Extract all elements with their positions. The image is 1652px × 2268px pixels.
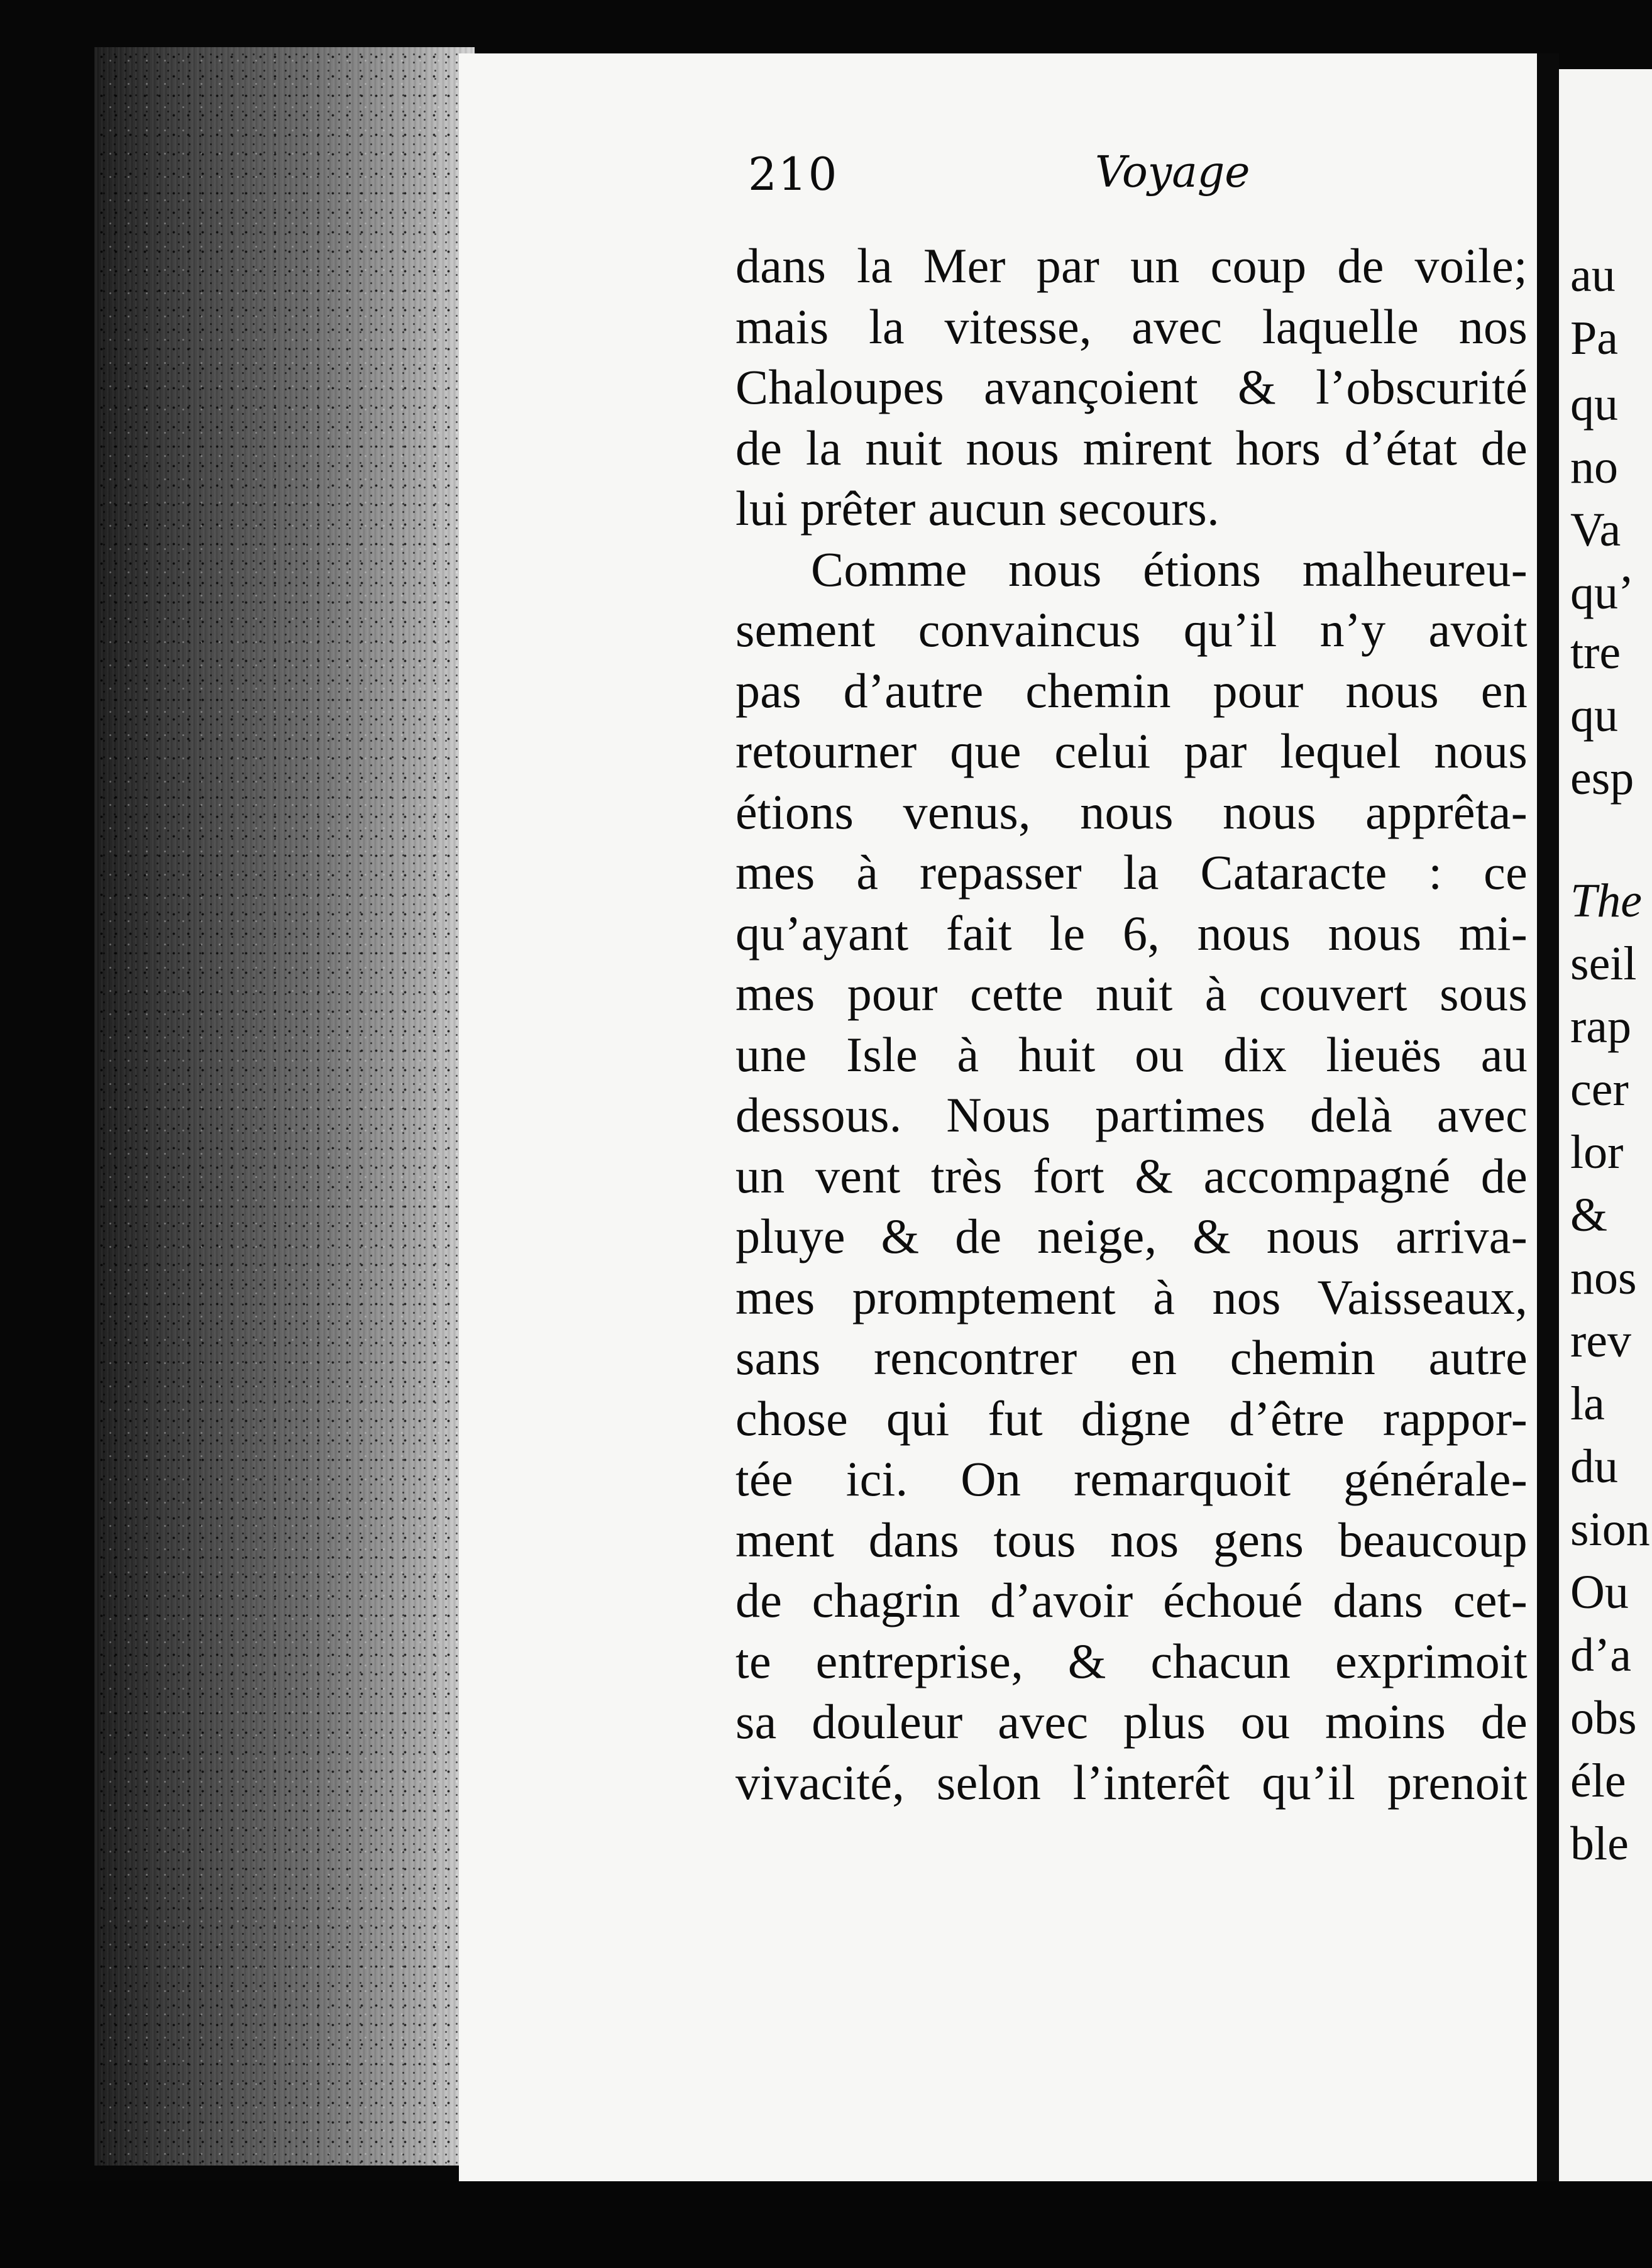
page-header <box>748 148 1402 223</box>
text-line: retourner que celui par lequel nous <box>735 724 1528 778</box>
facing-line: obs <box>1570 1692 1637 1744</box>
facing-line: d’a <box>1570 1629 1632 1682</box>
bottom-shadow <box>0 2181 1652 2268</box>
page-210 <box>459 53 1539 2191</box>
text-line: vivacité, selon l’interêt qu’il prenoit <box>735 1754 1528 1810</box>
facing-line: & <box>1570 1189 1608 1241</box>
facing-line: qu <box>1570 689 1618 742</box>
text-line: dans la Mer par un coup de voile; <box>735 238 1528 293</box>
facing-line: esp <box>1570 752 1634 805</box>
text-line: dessous. Nous partimes delà avec <box>735 1087 1528 1142</box>
text-line: Chaloupes avançoient & l’obscurité <box>735 360 1528 414</box>
facing-line: Pa <box>1570 312 1618 365</box>
facing-line: rap <box>1570 1000 1632 1053</box>
text-line: mais la vitesse, avec laquelle nos <box>735 299 1528 354</box>
text-line: lui prêter aucun secours. <box>735 481 1220 536</box>
facing-line: cer <box>1570 1063 1629 1116</box>
facing-line: Va <box>1570 504 1621 556</box>
text-line: de la nuit nous mirent hors d’état de <box>735 420 1528 475</box>
facing-line: éle <box>1570 1754 1626 1807</box>
text-line: ment dans tous nos gens beaucoup <box>735 1512 1528 1567</box>
page-edge-speckle <box>94 47 475 2166</box>
text-line: qu’ayant fait le 6, nous nous mi- <box>735 905 1528 961</box>
text-line: mes promptement à nos Vaisseaux, <box>735 1269 1528 1324</box>
facing-line: au <box>1570 249 1616 302</box>
text-line: te entreprise, & chacun exprimoit <box>735 1633 1528 1688</box>
facing-line: no <box>1570 441 1618 493</box>
facing-line: seil <box>1570 937 1637 990</box>
facing-line: la <box>1570 1377 1605 1430</box>
text-line: Comme nous étions malheureu- <box>811 541 1528 597</box>
facing-page-fragment <box>1559 69 1652 2194</box>
facing-line: nos <box>1570 1252 1637 1304</box>
text-line: de chagrin d’avoir échoué dans cet- <box>735 1573 1528 1627</box>
text-line: mes pour cette nuit à couvert sous <box>735 966 1528 1021</box>
running-title: Voyage <box>1095 148 1250 197</box>
facing-line: tre <box>1570 626 1621 679</box>
text-line: sement convaincus qu’il n’y avoit <box>735 602 1528 657</box>
text-line: chose qui fut digne d’être rappor- <box>735 1390 1528 1446</box>
facing-line: Ou <box>1570 1566 1629 1619</box>
facing-line: lor <box>1570 1126 1624 1179</box>
facing-line: qu <box>1570 378 1618 431</box>
facing-line: The <box>1570 874 1642 927</box>
facing-line: du <box>1570 1440 1618 1493</box>
facing-line: ble <box>1570 1817 1629 1870</box>
text-line: sa douleur avec plus ou moins de <box>735 1694 1528 1749</box>
text-line: un vent très fort & accompagné de <box>735 1148 1528 1203</box>
text-line: sans rencontrer en chemin autre <box>735 1330 1528 1385</box>
page-edge-stack <box>94 47 475 2166</box>
facing-line: sion <box>1570 1503 1650 1556</box>
text-line: pluye & de neige, & nous arriva- <box>735 1209 1528 1263</box>
text-line: une Isle à huit ou dix lieuës au <box>735 1027 1528 1082</box>
text-line: tée ici. On remarquoit générale- <box>735 1451 1528 1506</box>
text-line: mes à repasser la Cataracte : ce <box>735 845 1528 900</box>
page-gutter <box>1537 53 1559 2191</box>
body-text <box>735 236 1528 1813</box>
page-number: 210 <box>748 148 839 201</box>
text-line: pas d’autre chemin pour nous en <box>735 663 1528 718</box>
text-line: étions venus, nous nous apprêta- <box>735 784 1528 839</box>
facing-line: rev <box>1570 1314 1632 1367</box>
facing-line: qu’ <box>1570 566 1634 619</box>
